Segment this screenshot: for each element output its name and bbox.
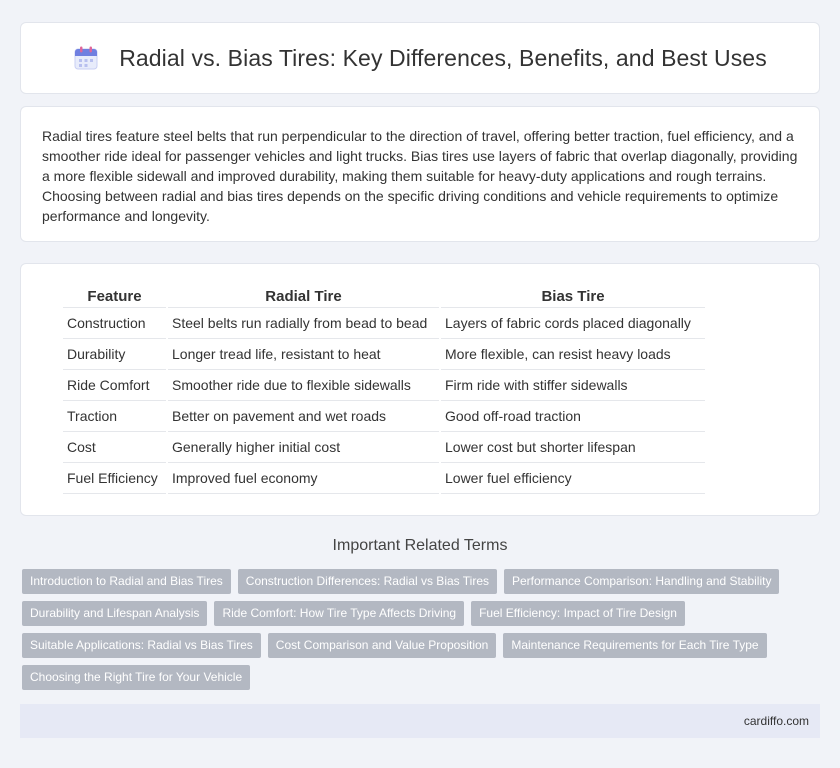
related-term-tag[interactable]: Maintenance Requirements for Each Tire Type: [503, 633, 766, 658]
cell-feature: Construction: [63, 308, 166, 339]
related-terms-list: [22, 569, 812, 697]
header-feature: Feature: [63, 286, 166, 308]
cell-radial: Smoother ride due to flexible sidewalls: [168, 370, 439, 401]
cell-bias: More flexible, can resist heavy loads: [441, 339, 705, 370]
related-terms-title: Important Related Terms: [332, 537, 508, 554]
table-row: [63, 370, 705, 401]
intro-card: [20, 106, 820, 242]
related-term-tag[interactable]: Cost Comparison and Value Proposition: [268, 633, 497, 658]
table-row: [63, 463, 705, 494]
cell-bias: Layers of fabric cords placed diagonally: [441, 308, 705, 339]
comparison-card: [20, 263, 820, 516]
table-header-row: [63, 286, 705, 308]
header-card: [20, 22, 820, 94]
related-term-tag[interactable]: Suitable Applications: Radial vs Bias Tires: [22, 633, 261, 658]
related-term-tag[interactable]: Choosing the Right Tire for Your Vehicle: [22, 665, 250, 690]
page-title: Radial vs. Bias Tires: Key Differences, Benefits, and Best Uses: [119, 44, 767, 71]
cell-radial: Generally higher initial cost: [168, 432, 439, 463]
table-row: [63, 308, 705, 339]
cell-feature: Fuel Efficiency: [63, 463, 166, 494]
calendar-icon: [73, 45, 99, 71]
header-bias: Bias Tire: [441, 286, 705, 308]
footer-site-link[interactable]: cardiffo.com: [743, 714, 809, 728]
cell-feature: Durability: [63, 339, 166, 370]
cell-radial: Better on pavement and wet roads: [168, 401, 439, 432]
title-wrap: [73, 45, 767, 72]
cell-bias: Lower fuel efficiency: [441, 463, 705, 494]
cell-feature: Cost: [63, 432, 166, 463]
cell-radial: Steel belts run radially from bead to bead: [168, 308, 439, 339]
footer-bar: [20, 704, 820, 738]
cell-feature: Ride Comfort: [63, 370, 166, 401]
related-term-tag[interactable]: Ride Comfort: How Tire Type Affects Driving: [214, 601, 464, 626]
cell-bias: Firm ride with stiffer sidewalls: [441, 370, 705, 401]
cell-radial: Improved fuel economy: [168, 463, 439, 494]
cell-bias: Lower cost but shorter lifespan: [441, 432, 705, 463]
related-term-tag[interactable]: Construction Differences: Radial vs Bias Tires: [238, 569, 497, 594]
table-row: [63, 339, 705, 370]
related-term-tag[interactable]: Durability and Lifespan Analysis: [22, 601, 207, 626]
table-row: [63, 432, 705, 463]
related-term-tag[interactable]: Fuel Efficiency: Impact of Tire Design: [471, 601, 685, 626]
cell-radial: Longer tread life, resistant to heat: [168, 339, 439, 370]
header-radial: Radial Tire: [168, 286, 439, 308]
cell-bias: Good off-road traction: [441, 401, 705, 432]
comparison-table: [61, 286, 707, 494]
related-term-tag[interactable]: Introduction to Radial and Bias Tires: [22, 569, 231, 594]
table-row: [63, 401, 705, 432]
cell-feature: Traction: [63, 401, 166, 432]
intro-paragraph: Radial tires feature steel belts that run perpendicular to the direction of travel, offering better traction, fuel efficiency, and a smoother ride ideal for passenger vehicles and light trucks. Bias tires use layers of fabric that overlap diagonally, providing a more flexible sidewall and improved durability, making them suitable for heavy-duty applications and rough terrains. Choosing between radial and bias tires depends on the specific driving conditions and vehicle requirements to optimize performance and longevity.: [42, 128, 798, 224]
related-term-tag[interactable]: Performance Comparison: Handling and Stability: [504, 569, 779, 594]
